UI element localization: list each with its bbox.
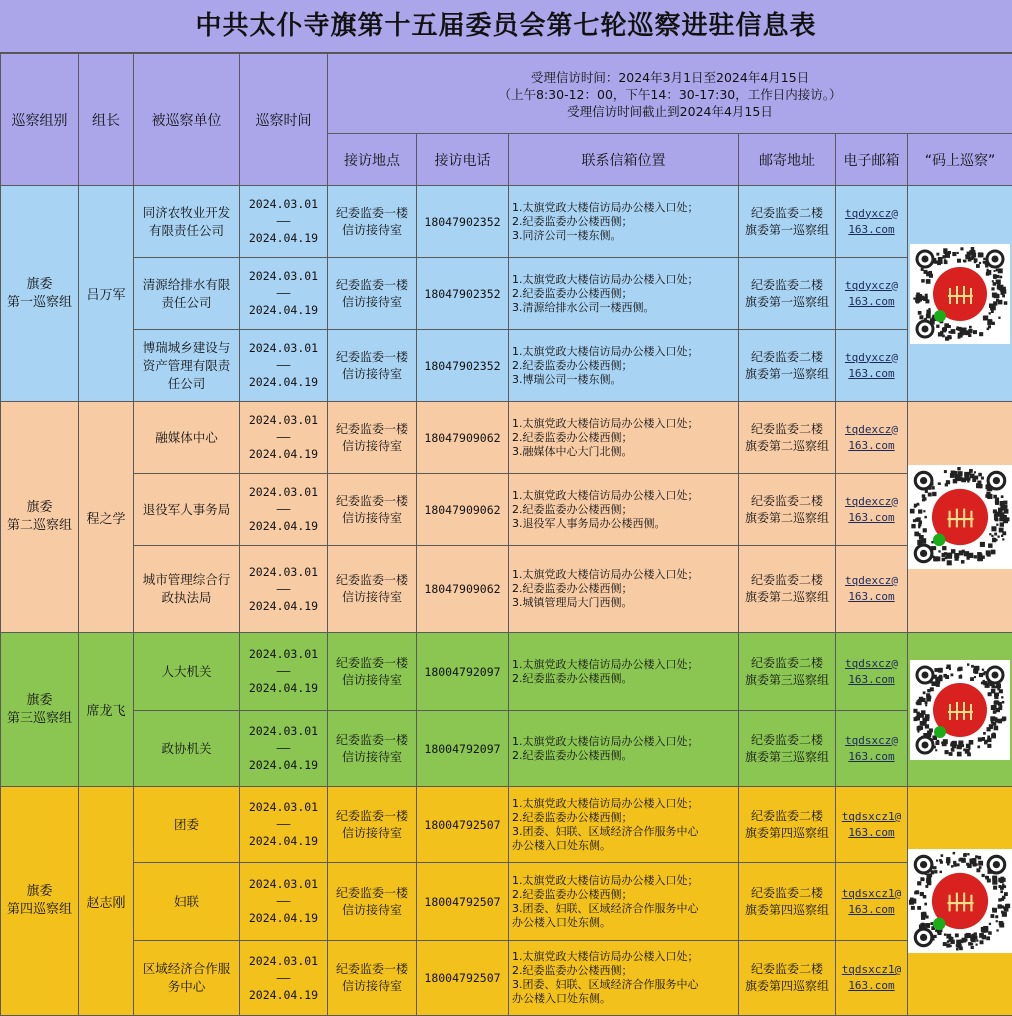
inspection-table — [0, 53, 1012, 1016]
email-line: tqdexcz@ — [836, 422, 907, 438]
unit-line: 博瑞城乡建设与 — [138, 339, 235, 357]
place-line: 信访接待室 — [328, 222, 416, 239]
mailbox-line: 2.纪委监委办公楼西侧； — [512, 811, 735, 825]
address-line: 纪委监委二楼 — [739, 493, 835, 510]
time-line: 2024.04.19 — [240, 374, 327, 391]
group-name-line: 第四巡察组 — [1, 901, 78, 919]
email-link[interactable] — [836, 474, 908, 546]
group-name-line: 第一巡察组 — [1, 294, 78, 312]
mailbox-line: 2.纪委监委办公楼西侧； — [512, 431, 735, 445]
mailbox-line: 2.纪委监委办公楼西侧。 — [512, 672, 735, 686]
unit-cell — [134, 402, 240, 474]
address-cell — [739, 546, 836, 633]
mailbox-line: 2.纪委监委办公楼西侧； — [512, 287, 735, 301]
unit-cell — [134, 474, 240, 546]
time-line: —— — [240, 816, 327, 833]
header-place: 接访地点 — [328, 134, 417, 186]
address-cell — [739, 711, 836, 787]
address-cell — [739, 186, 836, 258]
time-line: 2024.04.19 — [240, 446, 327, 463]
email-line: tqdsxcz@ — [836, 656, 907, 672]
mailbox-line: 2.纪委监委办公楼西侧； — [512, 215, 735, 229]
unit-line: 团委 — [138, 816, 235, 834]
place-line: 信访接待室 — [328, 749, 416, 766]
address-line: 纪委监委二楼 — [739, 277, 835, 294]
address-line: 旗委第四巡察组 — [739, 825, 835, 842]
qr-code-icon[interactable] — [910, 660, 1010, 760]
mailbox-line: 1.太旗党政大楼信访局办公楼入口处； — [512, 489, 735, 503]
email-link[interactable] — [836, 186, 908, 258]
unit-line: 政协机关 — [138, 740, 235, 758]
place-line: 纪委监委一楼 — [328, 349, 416, 366]
mailbox-cell — [509, 330, 739, 402]
group-name-cell — [1, 186, 79, 402]
mailbox-cell — [509, 258, 739, 330]
mailbox-line: 3.融媒体中心大门北侧。 — [512, 445, 735, 459]
mailbox-cell — [509, 474, 739, 546]
time-line: 2024.03.01 — [240, 953, 327, 970]
time-cell — [240, 711, 328, 787]
email-line: 163.com — [836, 902, 907, 918]
unit-line: 同济农牧业开发 — [138, 204, 235, 222]
mailbox-line: 1.太旗党政大楼信访局办公楼入口处； — [512, 874, 735, 888]
email-line: tqdyxcz@ — [836, 206, 907, 222]
email-line: tqdsxcz1@ — [836, 886, 907, 902]
time-line: —— — [240, 893, 327, 910]
email-line: 163.com — [836, 294, 907, 310]
table-row — [1, 863, 1012, 941]
place-cell — [328, 863, 417, 941]
address-line: 纪委监委二楼 — [739, 421, 835, 438]
qr-code-icon[interactable] — [908, 849, 1012, 953]
place-line: 纪委监委一楼 — [328, 572, 416, 589]
table-row — [1, 711, 1012, 787]
email-line: 163.com — [836, 222, 907, 238]
unit-cell — [134, 330, 240, 402]
time-line: —— — [240, 429, 327, 446]
phone-number: 18004792507 — [417, 863, 509, 941]
mailbox-line: 办公楼入口处东侧。 — [512, 839, 735, 853]
mailbox-cell — [509, 863, 739, 941]
unit-cell — [134, 258, 240, 330]
header-time: 巡察时间 — [240, 54, 328, 186]
mailbox-line: 1.太旗党政大楼信访局办公楼入口处； — [512, 568, 735, 582]
time-line: 2024.04.19 — [240, 680, 327, 697]
group-name-cell — [1, 402, 79, 633]
header-mailbox: 联系信箱位置 — [509, 134, 739, 186]
phone-number: 18047909062 — [417, 474, 509, 546]
email-line: tqdsxcz@ — [836, 733, 907, 749]
unit-line: 融媒体中心 — [138, 429, 235, 447]
address-line: 旗委第一巡察组 — [739, 294, 835, 311]
time-line: —— — [240, 663, 327, 680]
unit-cell — [134, 941, 240, 1016]
place-cell — [328, 711, 417, 787]
group-leader: 程之学 — [79, 402, 134, 633]
group-leader: 席龙飞 — [79, 633, 134, 787]
place-line: 纪委监委一楼 — [328, 277, 416, 294]
group-name-line: 第三巡察组 — [1, 710, 78, 728]
table-row — [1, 787, 1012, 863]
time-line: 2024.04.19 — [240, 230, 327, 247]
email-line: 163.com — [836, 749, 907, 765]
time-line: 2024.04.19 — [240, 757, 327, 774]
address-line: 纪委监委二楼 — [739, 732, 835, 749]
phone-number: 18047902352 — [417, 258, 509, 330]
table-row — [1, 546, 1012, 633]
mailbox-line: 1.太旗党政大楼信访局办公楼入口处； — [512, 735, 735, 749]
place-line: 纪委监委一楼 — [328, 732, 416, 749]
time-cell — [240, 474, 328, 546]
header-group: 巡察组别 — [1, 54, 79, 186]
time-line: 2024.03.01 — [240, 484, 327, 501]
header-unit: 被巡察单位 — [134, 54, 240, 186]
place-cell — [328, 258, 417, 330]
phone-number: 18047909062 — [417, 546, 509, 633]
time-cell — [240, 402, 328, 474]
table-row — [1, 402, 1012, 474]
mailbox-line: 1.太旗党政大楼信访局办公楼入口处； — [512, 658, 735, 672]
email-link[interactable] — [836, 546, 908, 633]
address-line: 纪委监委二楼 — [739, 572, 835, 589]
address-line: 纪委监委二楼 — [739, 808, 835, 825]
address-line: 旗委第四巡察组 — [739, 902, 835, 919]
mailbox-line: 办公楼入口处东侧。 — [512, 992, 735, 1006]
time-line: 2024.04.19 — [240, 598, 327, 615]
table-row — [1, 941, 1012, 1016]
unit-line: 清源给排水有限 — [138, 276, 235, 294]
email-link[interactable] — [836, 711, 908, 787]
table-row — [1, 186, 1012, 258]
time-line: —— — [240, 581, 327, 598]
email-line: 163.com — [836, 825, 907, 841]
place-cell — [328, 787, 417, 863]
table-row — [1, 633, 1012, 711]
table-row — [1, 258, 1012, 330]
header-leader: 组长 — [79, 54, 134, 186]
phone-number: 18047902352 — [417, 186, 509, 258]
place-line: 信访接待室 — [328, 510, 416, 527]
mailbox-line: 1.太旗党政大楼信访局办公楼入口处； — [512, 201, 735, 215]
unit-cell — [134, 787, 240, 863]
address-line: 纪委监委二楼 — [739, 885, 835, 902]
mailbox-line: 2.纪委监委办公楼西侧； — [512, 503, 735, 517]
phone-number: 18004792507 — [417, 941, 509, 1016]
email-link[interactable] — [836, 330, 908, 402]
mailbox-line: 2.纪委监委办公楼西侧； — [512, 582, 735, 596]
email-link[interactable] — [836, 941, 908, 1016]
address-cell — [739, 633, 836, 711]
email-line: 163.com — [836, 589, 907, 605]
qr-cell — [908, 633, 1012, 787]
address-cell — [739, 941, 836, 1016]
email-line: tqdsxcz1@ — [836, 962, 907, 978]
address-cell — [739, 258, 836, 330]
mailbox-cell — [509, 186, 739, 258]
unit-line: 有限责任公司 — [138, 222, 235, 240]
place-line: 信访接待室 — [328, 902, 416, 919]
address-line: 旗委第三巡察组 — [739, 749, 835, 766]
place-cell — [328, 186, 417, 258]
unit-line: 务中心 — [138, 978, 235, 996]
place-line: 信访接待室 — [328, 978, 416, 995]
time-cell — [240, 330, 328, 402]
header-address: 邮寄地址 — [739, 134, 836, 186]
time-line: 2024.03.01 — [240, 268, 327, 285]
address-line: 纪委监委二楼 — [739, 961, 835, 978]
place-line: 信访接待室 — [328, 438, 416, 455]
notice-line: （上午8:30-12：00，下午14：30-17:30，工作日内接访。） — [328, 86, 1012, 103]
mailbox-cell — [509, 941, 739, 1016]
address-line: 旗委第二巡察组 — [739, 589, 835, 606]
group-name-line: 第二巡察组 — [1, 517, 78, 535]
header-qr: “码上巡察” — [908, 134, 1012, 186]
email-line: tqdyxcz@ — [836, 278, 907, 294]
mailbox-line: 3.退役军人事务局办公楼西侧。 — [512, 517, 735, 531]
place-line: 纪委监委一楼 — [328, 961, 416, 978]
email-line: 163.com — [836, 366, 907, 382]
email-link[interactable] — [836, 787, 908, 863]
place-line: 信访接待室 — [328, 825, 416, 842]
place-cell — [328, 633, 417, 711]
place-cell — [328, 402, 417, 474]
address-line: 旗委第三巡察组 — [739, 672, 835, 689]
time-line: 2024.04.19 — [240, 910, 327, 927]
unit-line: 政执法局 — [138, 589, 235, 607]
unit-line: 任公司 — [138, 375, 235, 393]
mailbox-line: 3.同济公司一楼东侧。 — [512, 229, 735, 243]
unit-line: 退役军人事务局 — [138, 501, 235, 519]
header-phone: 接访电话 — [417, 134, 509, 186]
address-line: 旗委第二巡察组 — [739, 510, 835, 527]
time-line: —— — [240, 501, 327, 518]
group-name-line: 旗委 — [1, 276, 78, 294]
address-line: 旗委第四巡察组 — [739, 978, 835, 995]
address-cell — [739, 863, 836, 941]
group-name-line: 旗委 — [1, 692, 78, 710]
address-cell — [739, 402, 836, 474]
unit-line: 城市管理综合行 — [138, 571, 235, 589]
time-cell — [240, 186, 328, 258]
place-cell — [328, 941, 417, 1016]
time-line: —— — [240, 213, 327, 230]
notice-line: 受理信访时间：2024年3月1日至2024年4月15日 — [328, 69, 1012, 86]
time-line: —— — [240, 357, 327, 374]
place-cell — [328, 546, 417, 633]
mailbox-line: 2.纪委监委办公楼西侧； — [512, 888, 735, 902]
unit-line: 人大机关 — [138, 663, 235, 681]
email-line: 163.com — [836, 438, 907, 454]
phone-number: 18047909062 — [417, 402, 509, 474]
place-cell — [328, 330, 417, 402]
unit-line: 妇联 — [138, 893, 235, 911]
address-cell — [739, 787, 836, 863]
mailbox-line: 2.纪委监委办公楼西侧。 — [512, 749, 735, 763]
address-cell — [739, 474, 836, 546]
place-line: 信访接待室 — [328, 589, 416, 606]
mailbox-line: 3.团委、妇联、区域经济合作服务中心 — [512, 902, 735, 916]
qr-code-icon[interactable] — [910, 244, 1010, 344]
email-link[interactable] — [836, 258, 908, 330]
mailbox-line: 2.纪委监委办公楼西侧； — [512, 964, 735, 978]
table-row — [1, 474, 1012, 546]
header-email: 电子邮箱 — [836, 134, 908, 186]
mailbox-line: 1.太旗党政大楼信访局办公楼入口处； — [512, 797, 735, 811]
qr-cell — [908, 787, 1012, 1016]
place-line: 纪委监委一楼 — [328, 885, 416, 902]
time-line: 2024.03.01 — [240, 646, 327, 663]
unit-cell — [134, 633, 240, 711]
unit-cell — [134, 711, 240, 787]
time-line: 2024.03.01 — [240, 799, 327, 816]
group-name-cell — [1, 633, 79, 787]
place-line: 纪委监委一楼 — [328, 808, 416, 825]
place-line: 纪委监委一楼 — [328, 205, 416, 222]
email-line: 163.com — [836, 510, 907, 526]
time-line: 2024.03.01 — [240, 340, 327, 357]
group-leader: 赵志刚 — [79, 787, 134, 1016]
mailbox-cell — [509, 402, 739, 474]
unit-line: 资产管理有限责 — [138, 357, 235, 375]
time-line: 2024.04.19 — [240, 302, 327, 319]
address-line: 纪委监委二楼 — [739, 205, 835, 222]
time-cell — [240, 863, 328, 941]
time-cell — [240, 258, 328, 330]
group-name-line: 旗委 — [1, 883, 78, 901]
email-line: tqdexcz@ — [836, 494, 907, 510]
phone-number: 18004792507 — [417, 787, 509, 863]
page-title: 中共太仆寺旗第十五届委员会第七轮巡察进驻信息表 — [0, 0, 1012, 53]
mailbox-line: 3.团委、妇联、区域经济合作服务中心 — [512, 825, 735, 839]
time-line: 2024.04.19 — [240, 987, 327, 1004]
time-cell — [240, 546, 328, 633]
group-leader: 吕万军 — [79, 186, 134, 402]
time-line: 2024.03.01 — [240, 723, 327, 740]
email-line: tqdyxcz@ — [836, 350, 907, 366]
mailbox-cell — [509, 633, 739, 711]
address-line: 旗委第一巡察组 — [739, 366, 835, 383]
notice-line: 受理信访时间截止到2024年4月15日 — [328, 103, 1012, 120]
unit-cell — [134, 863, 240, 941]
email-link[interactable] — [836, 402, 908, 474]
time-line: 2024.03.01 — [240, 876, 327, 893]
place-cell — [328, 474, 417, 546]
group-name-line: 旗委 — [1, 499, 78, 517]
qr-cell — [908, 186, 1012, 402]
qr-code-icon[interactable] — [908, 465, 1012, 569]
email-line: 163.com — [836, 978, 907, 994]
mailbox-line: 3.城镇管理局大门西侧。 — [512, 596, 735, 610]
time-line: 2024.04.19 — [240, 833, 327, 850]
mailbox-line: 1.太旗党政大楼信访局办公楼入口处； — [512, 950, 735, 964]
address-line: 旗委第二巡察组 — [739, 438, 835, 455]
email-line: tqdsxcz1@ — [836, 809, 907, 825]
qr-cell — [908, 402, 1012, 633]
time-cell — [240, 941, 328, 1016]
mailbox-line: 1.太旗党政大楼信访局办公楼入口处； — [512, 417, 735, 431]
email-link[interactable] — [836, 863, 908, 941]
unit-cell — [134, 546, 240, 633]
mailbox-line: 办公楼入口处东侧。 — [512, 916, 735, 930]
mailbox-line: 3.清源给排水公司一楼西侧。 — [512, 301, 735, 315]
address-line: 旗委第一巡察组 — [739, 222, 835, 239]
place-line: 信访接待室 — [328, 366, 416, 383]
phone-number: 18004792097 — [417, 711, 509, 787]
address-cell — [739, 330, 836, 402]
time-line: 2024.03.01 — [240, 564, 327, 581]
time-line: —— — [240, 285, 327, 302]
email-link[interactable] — [836, 633, 908, 711]
mailbox-cell — [509, 787, 739, 863]
time-cell — [240, 787, 328, 863]
place-line: 纪委监委一楼 — [328, 655, 416, 672]
time-line: 2024.03.01 — [240, 412, 327, 429]
time-line: 2024.04.19 — [240, 518, 327, 535]
mailbox-line: 3.博瑞公司一楼东侧。 — [512, 373, 735, 387]
time-line: —— — [240, 970, 327, 987]
unit-cell — [134, 186, 240, 258]
unit-line: 区域经济合作服 — [138, 960, 235, 978]
mailbox-line: 3.团委、妇联、区域经济合作服务中心 — [512, 978, 735, 992]
phone-number: 18047902352 — [417, 330, 509, 402]
place-line: 信访接待室 — [328, 294, 416, 311]
time-line: —— — [240, 740, 327, 757]
header-notice — [328, 54, 1012, 134]
email-line: 163.com — [836, 672, 907, 688]
email-line: tqdexcz@ — [836, 573, 907, 589]
place-line: 纪委监委一楼 — [328, 493, 416, 510]
unit-line: 责任公司 — [138, 294, 235, 312]
time-line: 2024.03.01 — [240, 196, 327, 213]
address-line: 纪委监委二楼 — [739, 655, 835, 672]
phone-number: 18004792097 — [417, 633, 509, 711]
mailbox-line: 2.纪委监委办公楼西侧； — [512, 359, 735, 373]
mailbox-cell — [509, 546, 739, 633]
table-row — [1, 330, 1012, 402]
mailbox-cell — [509, 711, 739, 787]
time-cell — [240, 633, 328, 711]
address-line: 纪委监委二楼 — [739, 349, 835, 366]
mailbox-line: 1.太旗党政大楼信访局办公楼入口处； — [512, 345, 735, 359]
table-body — [1, 186, 1012, 1016]
place-line: 信访接待室 — [328, 672, 416, 689]
group-name-cell — [1, 787, 79, 1016]
mailbox-line: 1.太旗党政大楼信访局办公楼入口处； — [512, 273, 735, 287]
place-line: 纪委监委一楼 — [328, 421, 416, 438]
